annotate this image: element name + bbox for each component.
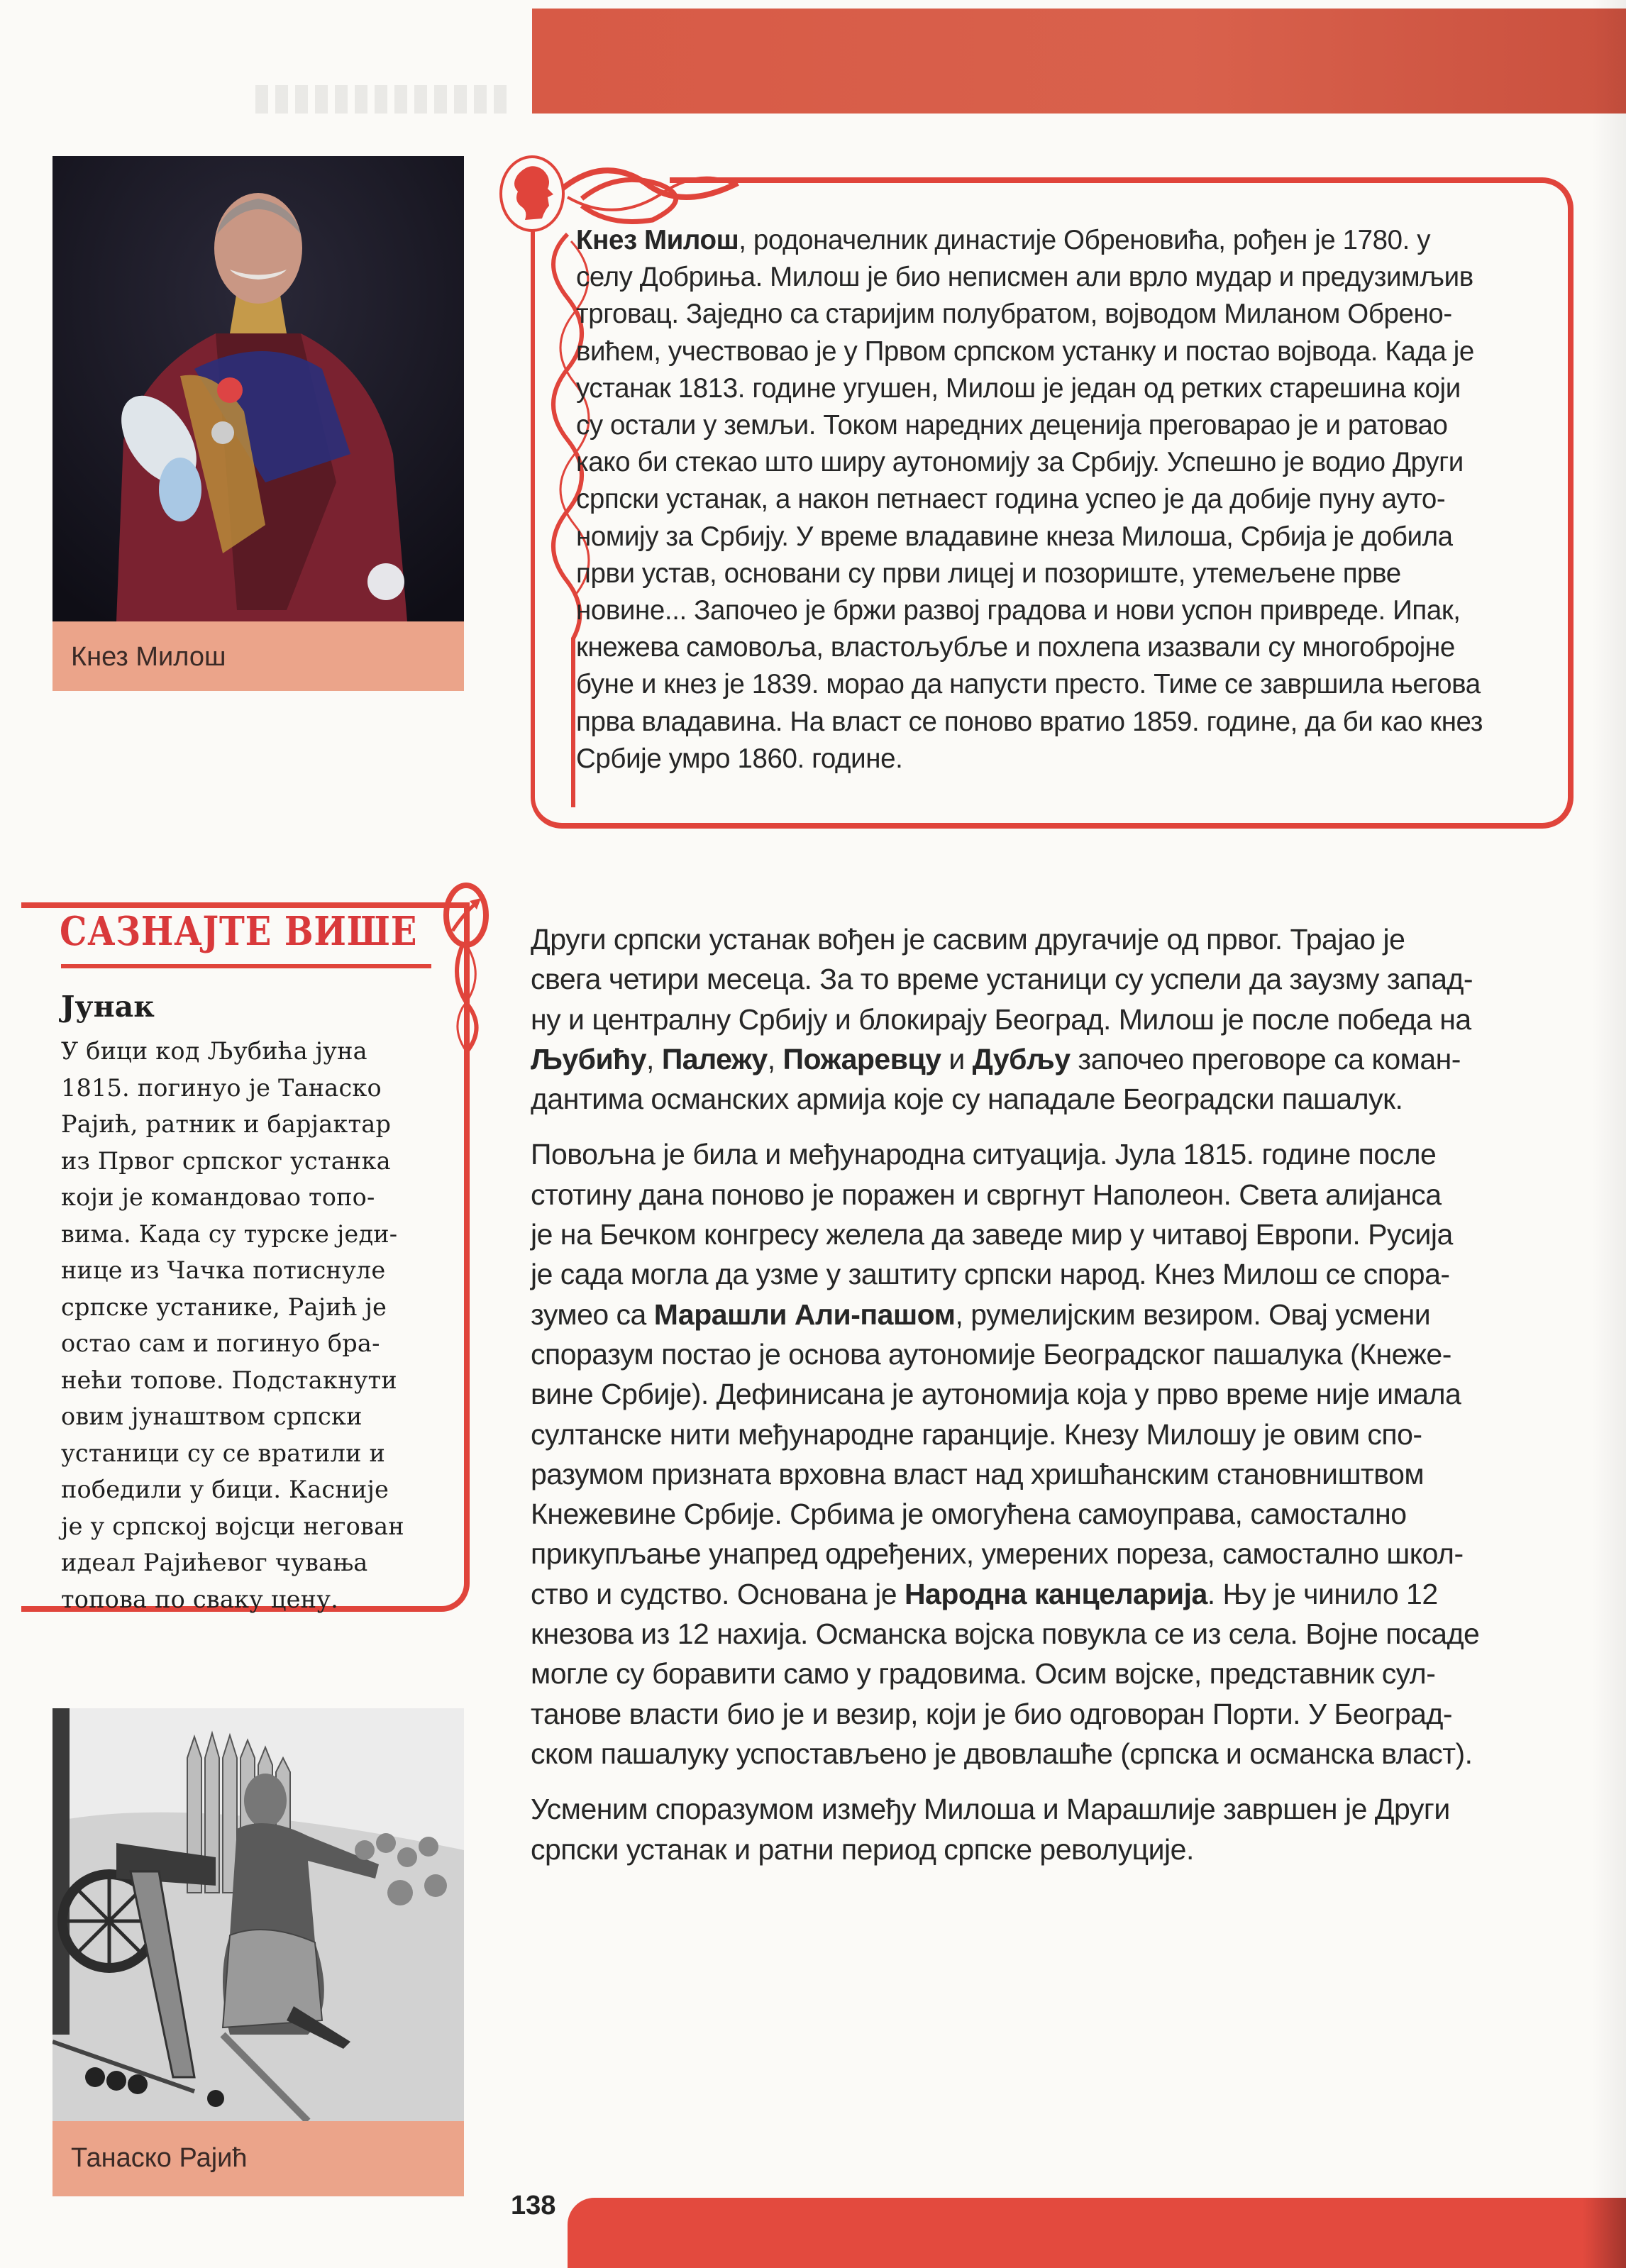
bio-line: буне и кнез је 1839. морао да напусти престо. Тиме се завршила његова <box>576 669 1481 700</box>
text-run: . Њу је чинило 12 <box>1207 1577 1438 1610</box>
learn-more-line: нећи топове. Подстакнути <box>61 1366 397 1394</box>
learn-more-line: из Првог српског устанка <box>61 1146 391 1175</box>
bold-term: Љубићу <box>531 1042 647 1075</box>
text-run: Други српски устанак вођен је сасвим другачије од првог. Трајао је <box>531 923 1405 956</box>
bio-line: вићем, учествовао је у Првом српском устанку и постао војвода. Када је <box>576 336 1474 367</box>
bold-term: Народна канцеларија <box>904 1577 1207 1610</box>
text-run: султанске нити међународне гаранције. Кнезу Милошу је овим спо- <box>531 1417 1422 1451</box>
engraving-cannon-icon <box>52 1708 464 2121</box>
learn-more-line: Рајић, ратник и барјактар <box>61 1110 392 1138</box>
paragraph-3 <box>531 1789 1566 1869</box>
bio-line: селу Добриња. Милош је био неписмен али врло мудар и предузимљив <box>576 262 1473 293</box>
bio-line: како би стекао што ширу аутономију за Србију. Успешно је водио Други <box>576 447 1464 478</box>
text-run: могле су боравити само у градовима. Осим војске, представник сул- <box>531 1657 1436 1691</box>
main-text-line <box>531 1254 1566 1294</box>
main-text-line <box>531 1789 1566 1829</box>
text-run: дантима османских армија које су нападале Београдски пашалук. <box>531 1083 1403 1116</box>
text-run: ну и централну Србију и блокирају Београд. Милош је после победа на <box>531 1002 1471 1036</box>
learn-more-line: који је командовао топо- <box>61 1183 375 1211</box>
bio-line: српски устанак, а након петнаест година успео је да добије пуну ауто- <box>576 484 1446 515</box>
page-number: 138 <box>511 2191 556 2220</box>
main-text-line <box>531 959 1566 999</box>
bio-line: кнежева самовоља, властољубље и похлепа изазвали су многобројне <box>576 632 1455 663</box>
text-run: српски устанак и ратни период српске револуције. <box>531 1832 1194 1866</box>
main-text-line <box>531 1334 1566 1374</box>
main-text-line <box>531 1134 1566 1174</box>
learn-more-line: У бици код Љубића јуна <box>61 1037 367 1065</box>
learn-more-text <box>61 1033 444 1617</box>
main-text-line <box>531 1079 1566 1119</box>
paragraph-1 <box>531 919 1566 1119</box>
text-run: започео преговоре са коман- <box>1070 1042 1461 1075</box>
silhouette-cameo-icon <box>497 155 568 233</box>
text-run: прикупљање унапред одређених, умерених пореза, самостално школ- <box>531 1537 1464 1571</box>
main-text-line <box>531 1494 1566 1534</box>
learn-more-line: идеал Рајићевог чувања <box>61 1549 368 1576</box>
learn-more-line: нице из Чачка потиснуле <box>61 1256 386 1284</box>
text-run: је на Бечком конгресу желела да заведе мир у читавој Европи. Русија <box>531 1218 1453 1251</box>
paragraph-2 <box>531 1134 1566 1774</box>
bio-line: трговац. Заједно са старијим полубратом, војводом Миланом Обрено- <box>576 299 1452 330</box>
learn-more-underline <box>61 964 431 968</box>
learn-more-line: топова по сваку цену. <box>61 1585 338 1613</box>
text-run: Кнежевине Србије. Србима је омогућена самоуправа, самостално <box>531 1498 1407 1531</box>
main-text-line <box>531 1374 1566 1414</box>
footer-color-band <box>568 2198 1626 2268</box>
main-text-line <box>531 1454 1566 1494</box>
portrait-caption: Кнез Милош <box>52 621 464 691</box>
bio-line: устанак 1813. године угушен, Милош је један од ретких старешина који <box>576 372 1461 404</box>
engraving-image <box>52 1708 464 2121</box>
bold-term: Палежу <box>661 1042 768 1075</box>
text-run: стотину дана поново је поражен и свргнут Наполеон. Света алијанса <box>531 1178 1442 1211</box>
text-run: , <box>646 1042 662 1075</box>
bio-line: прва владавина. На власт се поново вратио 1859. године, да би као кнез <box>576 706 1483 737</box>
text-run: танове власти био је и везир, који је био одговоран Порти. У Београд- <box>531 1697 1453 1730</box>
text-run: зумео са <box>531 1298 654 1331</box>
ribbon-top-swoosh <box>560 162 745 226</box>
text-run: разумом призната врховна власт над хришћанским становништвом <box>531 1457 1425 1490</box>
learn-more-line: вима. Када су турске једи- <box>61 1219 398 1248</box>
painting-portrait-icon <box>52 156 464 621</box>
main-text-line <box>531 1614 1566 1654</box>
text-run: Усменим споразумом између Милоша и Марашлије завршен је Други <box>531 1793 1450 1826</box>
main-text-line <box>531 1175 1566 1215</box>
text-run: ство и судство. Основана је <box>531 1577 905 1610</box>
text-run: је сада могла да узме у заштиту српски народ. Кнез Милош се спора- <box>531 1258 1450 1291</box>
main-text-line <box>531 1654 1566 1693</box>
text-run: кнезова из 12 нахија. Османска војска повукла се из села. Војне посаде <box>531 1617 1480 1651</box>
bio-line: први устав, основани су први лицеј и позориште, утемељене прве <box>576 558 1401 589</box>
main-text-line <box>531 1734 1566 1774</box>
bio-name-bold: Кнез Милош <box>576 225 739 255</box>
text-run: свега четири месеца. За то време устаници су успели да заузму запад- <box>531 963 1473 996</box>
header-color-band <box>532 9 1626 114</box>
learn-more-line: овим јунаштвом српски <box>61 1403 363 1430</box>
bio-line: номију за Србију. У време владавине кнеза Милоша, Србија је добила <box>576 521 1453 552</box>
main-text <box>531 919 1566 1869</box>
bold-term: Пожаревцу <box>782 1042 941 1075</box>
text-run: ском пашалуку успостављено је двовлашће (српска и османска власт). <box>531 1737 1473 1770</box>
bio-line: новине... Започео је бржи развој градова и нови успон привреде. Ипак, <box>576 595 1461 626</box>
bleed-through-heading <box>255 85 511 114</box>
learn-more-line: је у српској војсци негован <box>61 1512 404 1540</box>
bio-line: Кнез Милош, родоначелник династије Обреновића, рођен је 1780. у <box>576 225 1431 255</box>
learn-more-line: остао сам и погинуо бра- <box>61 1329 380 1357</box>
learn-more-subtitle: Јунак <box>61 990 155 1024</box>
main-text-line <box>531 1830 1566 1869</box>
main-text-line <box>531 1574 1566 1614</box>
learn-more-title: САЗНАЈТЕ ВИШЕ <box>60 908 418 955</box>
learn-more-line: победили у бици. Касније <box>61 1476 389 1503</box>
main-text-line <box>531 1000 1566 1039</box>
main-text-line <box>531 1534 1566 1573</box>
arrow-loop-icon <box>434 880 498 1050</box>
bold-term: Марашли Али-пашом <box>653 1298 956 1331</box>
learn-more-line: 1815. погинуо је Танаско <box>61 1073 382 1102</box>
bio-line: су остали у земљи. Током наредних деценија преговарао је и ратовао <box>576 410 1448 441</box>
text-run: Повољна је била и међународна ситуација. Јула 1815. године после <box>531 1138 1437 1171</box>
main-text-line <box>531 1295 1566 1334</box>
main-text-line <box>531 1215 1566 1254</box>
main-text-line <box>531 1694 1566 1734</box>
text-run: , румелијским везиром. Овај усмени <box>955 1298 1431 1331</box>
main-text-line <box>531 1415 1566 1454</box>
learn-more-line: устаници су се вратили и <box>61 1439 386 1467</box>
text-run: , <box>767 1042 783 1075</box>
text-run: и <box>941 1042 973 1075</box>
main-text-line <box>531 1039 1566 1079</box>
bold-term: Дубљу <box>972 1042 1071 1075</box>
bio-line: Србије умро 1860. године. <box>576 743 903 774</box>
main-text-line <box>531 919 1566 959</box>
text-run: вине Србије). Дефинисана је аутономија која у прво време није имала <box>531 1378 1461 1411</box>
engraving-caption: Танаско Рајић <box>52 2121 464 2196</box>
biography-text <box>576 222 1541 778</box>
text-run: споразум постао је основа аутономије Београдског пашалука (Кнеже- <box>531 1337 1451 1371</box>
learn-more-line: српске устанике, Рајић је <box>61 1293 387 1321</box>
portrait-image <box>52 156 464 621</box>
